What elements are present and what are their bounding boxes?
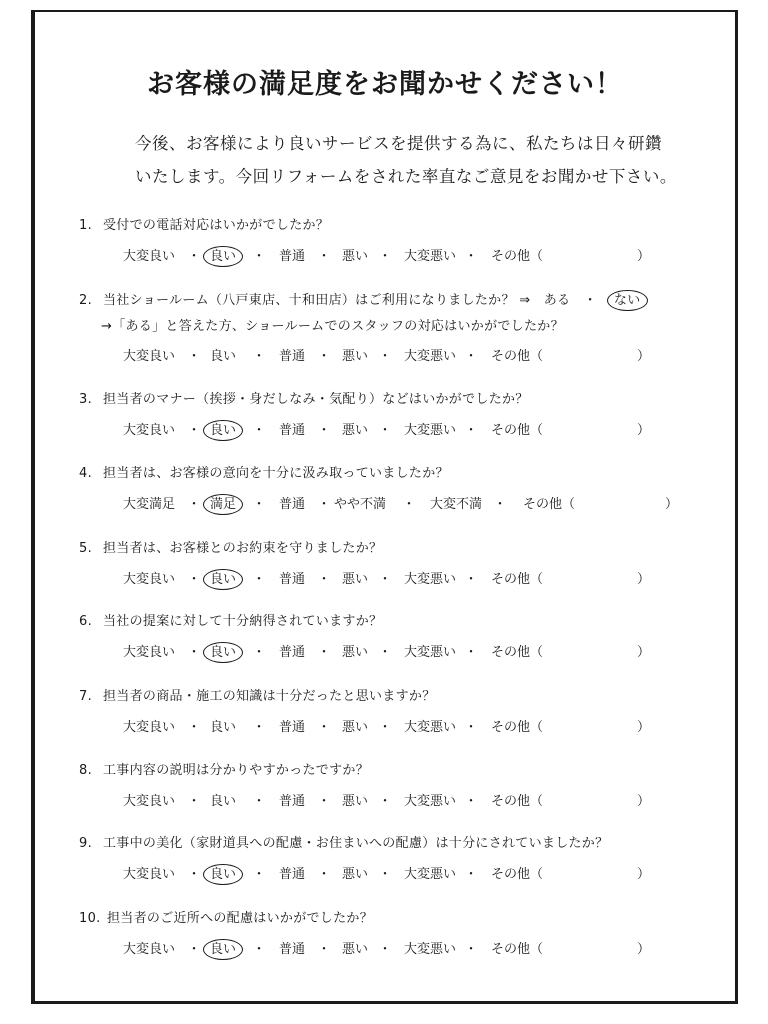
answer-option[interactable]: 悪い	[341, 645, 369, 660]
separator-dot: ・	[378, 423, 392, 438]
answer-option[interactable]: 悪い	[341, 249, 369, 264]
answer-option[interactable]: 満足	[210, 493, 236, 512]
separator-dot: ・	[252, 423, 266, 438]
question-text: 担当者は、お客様の意向を十分に汲み取っていましたか？	[103, 466, 449, 481]
separator-dot: ・	[252, 720, 266, 735]
separator-dot: ・	[317, 497, 331, 512]
answer-option[interactable]: 大変満足	[122, 497, 176, 512]
answer-option[interactable]: 大変良い	[122, 942, 176, 957]
separator-dot: ・	[378, 794, 392, 809]
separator-dot: ・	[187, 794, 201, 809]
question-number: 9.	[79, 836, 93, 851]
answer-option[interactable]: 良い	[210, 245, 236, 264]
separator-dot: ・	[187, 249, 201, 264]
separator-dot: ・	[317, 249, 331, 264]
separator-dot: ・	[378, 249, 392, 264]
answer-option[interactable]: その他（	[490, 867, 544, 882]
question-number: 4.	[79, 466, 93, 481]
separator-dot: ・	[187, 497, 201, 512]
other-close-paren: ）	[637, 794, 651, 809]
separator-dot: ・	[493, 497, 507, 512]
separator-dot: ・	[402, 497, 416, 512]
survey-sheet	[31, 10, 738, 1004]
other-close-paren: ）	[637, 867, 651, 882]
separator-dot: ・	[464, 423, 478, 438]
answer-option[interactable]: 良い	[209, 720, 237, 735]
question-number: 8.	[79, 763, 93, 778]
question-number: 1.	[79, 218, 93, 233]
separator-dot: ・	[187, 720, 201, 735]
question-text: 担当者は、お客様とのお約束を守りましたか？	[103, 541, 383, 556]
separator-dot: ・	[252, 645, 266, 660]
other-close-paren: ）	[637, 942, 651, 957]
answer-option[interactable]: 大変良い	[122, 645, 176, 660]
page-title: お客様の満足度をお聞かせください！	[147, 69, 623, 100]
separator-dot: ・	[187, 645, 201, 660]
answer-option[interactable]: 良い	[210, 863, 236, 882]
other-close-paren: ）	[665, 497, 679, 512]
question-4	[79, 462, 449, 481]
answer-option[interactable]: 大変良い	[122, 249, 176, 264]
separator-dot: ・	[252, 867, 266, 882]
separator-dot: ・	[464, 349, 478, 364]
answer-option[interactable]: 普通	[278, 497, 306, 512]
answer-option[interactable]: その他（	[490, 249, 544, 264]
separator-dot: ・	[187, 867, 201, 882]
question-1	[79, 214, 329, 233]
separator-dot: ・	[252, 349, 266, 364]
question-text: 担当者のマナー（挨拶・身だしなみ・気配り）などはいかがでしたか？	[103, 392, 529, 407]
answer-option[interactable]: 大変悪い	[403, 867, 457, 882]
answer-option[interactable]: 大変悪い	[403, 720, 457, 735]
separator-dot: ・	[187, 942, 201, 957]
separator-dot: ・	[187, 423, 201, 438]
answer-option[interactable]: 悪い	[341, 794, 369, 809]
answer-option[interactable]: 大変良い	[122, 349, 176, 364]
answer-option[interactable]: その他（	[522, 497, 576, 512]
other-close-paren: ）	[637, 720, 651, 735]
other-close-paren: ）	[637, 249, 651, 264]
answer-option[interactable]: その他（	[490, 349, 544, 364]
separator-dot: ・	[252, 794, 266, 809]
answer-option[interactable]: その他（	[490, 645, 544, 660]
question-text: 担当者の商品・施工の知識は十分だったと思いますか？	[103, 689, 436, 704]
answer-option[interactable]: その他（	[490, 794, 544, 809]
question-number: 3.	[79, 392, 93, 407]
answer-option[interactable]: 悪い	[341, 423, 369, 438]
question-text: 工事内容の説明は分かりやすかったですか？	[103, 763, 370, 778]
separator-dot: ・	[252, 572, 266, 587]
answer-option[interactable]: 大変悪い	[403, 794, 457, 809]
answer-option[interactable]: 大変悪い	[403, 645, 457, 660]
separator-dot: ・	[317, 349, 331, 364]
answer-option[interactable]: 大変良い	[122, 423, 176, 438]
separator-dot: ・	[252, 249, 266, 264]
intro-line-1: 今後、お客様により良いサービスを提供する為に、私たちは日々研鑽	[135, 134, 662, 153]
intro-line-2: いたします。今回リフォームをされた率直なご意見をお聞かせ下さい。	[135, 167, 677, 186]
question-8	[79, 759, 369, 778]
answer-option[interactable]: 大変良い	[122, 572, 176, 587]
separator-dot: ・	[317, 572, 331, 587]
answer-option[interactable]: 普通	[278, 645, 306, 660]
answer-option[interactable]: 大変良い	[122, 867, 176, 882]
question-text: 当社ショールーム（八戸東店、十和田店）はご利用になりましたか？ ⇒ ある ・	[103, 293, 597, 308]
other-close-paren: ）	[637, 572, 651, 587]
option-no[interactable]: ない	[607, 290, 648, 311]
answer-option[interactable]: その他（	[490, 720, 544, 735]
answer-option[interactable]: 悪い	[341, 720, 369, 735]
answer-option[interactable]: その他（	[490, 572, 544, 587]
question-9	[79, 832, 608, 851]
question-number: 6.	[79, 614, 93, 629]
separator-dot: ・	[464, 794, 478, 809]
answer-option[interactable]: 良い	[210, 938, 236, 957]
question-text: 受付での電話対応はいかがでしたか？	[103, 218, 330, 233]
answer-option[interactable]: 悪い	[341, 572, 369, 587]
separator-dot: ・	[464, 867, 478, 882]
separator-dot: ・	[187, 349, 201, 364]
answer-option[interactable]: 普通	[278, 349, 306, 364]
answer-option[interactable]: 悪い	[341, 349, 369, 364]
answer-option[interactable]: 大変悪い	[403, 249, 457, 264]
answer-option[interactable]: 良い	[209, 349, 237, 364]
separator-dot: ・	[464, 645, 478, 660]
question-number: 5.	[79, 541, 93, 556]
answer-option[interactable]: 普通	[278, 249, 306, 264]
question-3	[79, 388, 529, 407]
answer-option[interactable]: 大変不満	[429, 497, 483, 512]
question-text: 当社の提案に対して十分納得されていますか？	[103, 614, 383, 629]
question-number: 10.	[79, 911, 101, 926]
question-text: 工事中の美化（家財道具への配慮・お住まいへの配慮）は十分にされていましたか？	[103, 836, 609, 851]
answer-option[interactable]: 悪い	[341, 867, 369, 882]
answer-option[interactable]: 普通	[278, 942, 306, 957]
answer-option[interactable]: 大変悪い	[403, 572, 457, 587]
separator-dot: ・	[252, 497, 266, 512]
separator-dot: ・	[317, 645, 331, 660]
question-number: 7.	[79, 689, 93, 704]
separator-dot: ・	[464, 572, 478, 587]
separator-dot: ・	[317, 423, 331, 438]
answer-option[interactable]: 普通	[278, 794, 306, 809]
answer-option[interactable]: 大変悪い	[403, 349, 457, 364]
separator-dot: ・	[252, 942, 266, 957]
answer-option[interactable]: 普通	[278, 720, 306, 735]
separator-dot: ・	[464, 720, 478, 735]
answer-option[interactable]: 大変良い	[122, 720, 176, 735]
answer-option[interactable]: 普通	[278, 867, 306, 882]
answer-option[interactable]: その他（	[490, 942, 544, 957]
answer-option[interactable]: その他（	[490, 423, 544, 438]
other-close-paren: ）	[637, 423, 651, 438]
answer-option[interactable]: 普通	[278, 423, 306, 438]
answer-option[interactable]: 良い	[209, 794, 237, 809]
separator-dot: ・	[317, 942, 331, 957]
separator-dot: ・	[464, 249, 478, 264]
question-7	[79, 685, 436, 704]
question-2	[79, 289, 641, 308]
separator-dot: ・	[378, 572, 392, 587]
separator-dot: ・	[317, 867, 331, 882]
question-6	[79, 610, 382, 629]
answer-option[interactable]: 大変悪い	[403, 942, 457, 957]
followup-question: →「ある」と答えた方、ショールームでのスタッフの対応はいかがでしたか？	[101, 319, 564, 334]
separator-dot: ・	[378, 645, 392, 660]
question-number: 2.	[79, 293, 93, 308]
answer-option[interactable]: 良い	[210, 419, 236, 438]
separator-dot: ・	[317, 794, 331, 809]
answer-option[interactable]: 良い	[210, 568, 236, 587]
answer-option[interactable]: やや不満	[333, 497, 387, 512]
answer-option[interactable]: 大変良い	[122, 794, 176, 809]
separator-dot: ・	[317, 720, 331, 735]
other-close-paren: ）	[637, 645, 651, 660]
answer-option[interactable]: 大変悪い	[403, 423, 457, 438]
question-5	[79, 537, 382, 556]
separator-dot: ・	[378, 867, 392, 882]
separator-dot: ・	[464, 942, 478, 957]
answer-option[interactable]: 悪い	[341, 942, 369, 957]
separator-dot: ・	[378, 942, 392, 957]
answer-option[interactable]: 普通	[278, 572, 306, 587]
separator-dot: ・	[187, 572, 201, 587]
separator-dot: ・	[378, 349, 392, 364]
question-text: 担当者のご近所への配慮はいかがでしたか？	[107, 911, 374, 926]
other-close-paren: ）	[637, 349, 651, 364]
separator-dot: ・	[378, 720, 392, 735]
question-10	[79, 907, 373, 926]
answer-option[interactable]: 良い	[210, 641, 236, 660]
